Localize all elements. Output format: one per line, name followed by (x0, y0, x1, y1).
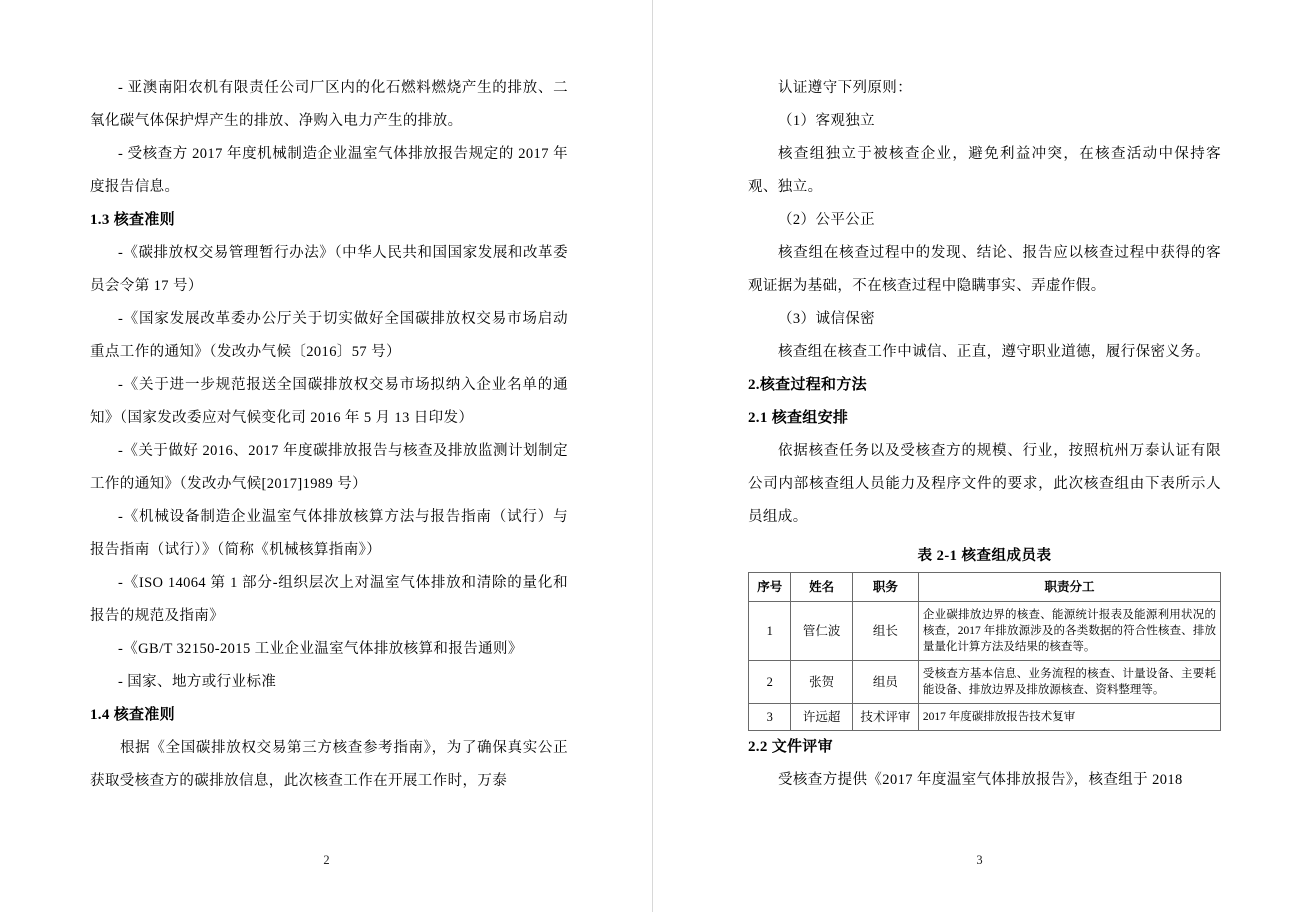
audit-team-table (748, 572, 1221, 731)
page-number-left: 2 (323, 853, 330, 867)
section-heading-2: 2.核查过程和方法 (748, 377, 867, 393)
table-row (749, 704, 1221, 731)
section-heading-2-1: 2.1 核查组安排 (748, 410, 849, 426)
paragraph: - 受核查方 2017 年度机械制造企业温室气体排放报告规定的 2017 年度报告信息。 (90, 146, 568, 195)
table-row (749, 661, 1221, 704)
column-header-role: 职务 (852, 573, 918, 602)
cell-seq: 3 (749, 704, 791, 731)
column-header-name: 姓名 (791, 573, 852, 602)
paragraph: -《碳排放权交易管理暂行办法》（中华人民共和国国家发展和改革委员会令第 17 号） (90, 245, 568, 294)
section-heading-2-2: 2.2 文件评审 (748, 739, 833, 755)
cell-name: 张贺 (791, 661, 852, 704)
paragraph: -《机械设备制造企业温室气体排放核算方法与报告指南（试行）与报告指南（试行）》（简称《机械核算指南》） (90, 509, 568, 558)
cell-seq: 1 (749, 602, 791, 661)
paragraph: 核查组独立于被核查企业，避免利益冲突，在核查活动中保持客观、独立。 (748, 146, 1221, 195)
paragraph: 依据核查任务以及受核查方的规模、行业，按照杭州万泰认证有限公司内部核查组人员能力及程序文件的要求，此次核查组由下表所示人员组成。 (748, 443, 1221, 525)
cell-seq: 2 (749, 661, 791, 704)
cell-name: 管仁波 (791, 602, 852, 661)
table-header-row (749, 573, 1221, 602)
page-right (653, 0, 1306, 912)
page-number-right: 3 (976, 853, 983, 867)
cell-role: 技术评审 (852, 704, 918, 731)
paragraph: -《国家发展改革委办公厅关于切实做好全国碳排放权交易市场启动重点工作的通知》（发改办气候〔2016〕57 号） (90, 311, 568, 360)
paragraph: （2）公平公正 (778, 212, 876, 228)
paragraph: -《ISO 14064 第 1 部分-组织层次上对温室气体排放和清除的量化和报告的规范及指南》 (90, 575, 568, 624)
paragraph: 核查组在核查过程中的发现、结论、报告应以核查过程中获得的客观证据为基础，不在核查过程中隐瞒事实、弄虚作假。 (748, 245, 1221, 294)
cell-role: 组长 (852, 602, 918, 661)
column-header-duty: 职责分工 (918, 573, 1220, 602)
section-heading-1-3: 1.3 核查准则 (90, 212, 175, 228)
cell-duty: 2017 年度碳排放报告技术复审 (918, 704, 1220, 731)
paragraph: 根据《全国碳排放权交易第三方核查参考指南》，为了确保真实公正获取受核查方的碳排放信息，此次核查工作在开展工作时，万泰 (90, 740, 568, 789)
paragraph: -《GB/T 32150-2015 工业企业温室气体排放核算和报告通则》 (118, 641, 523, 657)
column-header-seq: 序号 (749, 573, 791, 602)
cell-role: 组员 (852, 661, 918, 704)
paragraph: - 国家、地方或行业标准 (118, 674, 277, 690)
paragraph: -《关于进一步规范报送全国碳排放权交易市场拟纳入企业名单的通知》（国家发改委应对气候变化司 2016 年 5 月 13 日印发） (90, 377, 568, 426)
paragraph: 受核查方提供《2017 年度温室气体排放报告》，核查组于 2018 (778, 772, 1183, 788)
paragraph: -《关于做好 2016、2017 年度碳排放报告与核查及排放监测计划制定工作的通知》（发改办气候[2017]1989 号） (90, 443, 568, 492)
paragraph: （3）诚信保密 (778, 311, 876, 327)
cell-name: 许远超 (791, 704, 852, 731)
paragraph: 核查组在核查工作中诚信、正直，遵守职业道德，履行保密义务。 (778, 344, 1211, 360)
table-row (749, 602, 1221, 661)
paragraph: （1）客观独立 (778, 113, 876, 129)
table-caption: 表 2-1 核查组成员表 (917, 548, 1052, 564)
cell-duty: 受核查方基本信息、业务流程的核查、计量设备、主要耗能设备、排放边界及排放源核查、资料整理等。 (918, 661, 1220, 704)
paragraph: - 亚澳南阳农机有限责任公司厂区内的化石燃料燃烧产生的排放、二氧化碳气体保护焊产生的排放、净购入电力产生的排放。 (90, 80, 568, 129)
section-heading-1-4: 1.4 核查准则 (90, 707, 175, 723)
cell-duty: 企业碳排放边界的核查、能源统计报表及能源利用状况的核查，2017 年排放源涉及的各类数据的符合性核查、排放量量化计算方法及结果的核查等。 (918, 602, 1220, 661)
paragraph: 认证遵守下列原则： (778, 80, 913, 96)
